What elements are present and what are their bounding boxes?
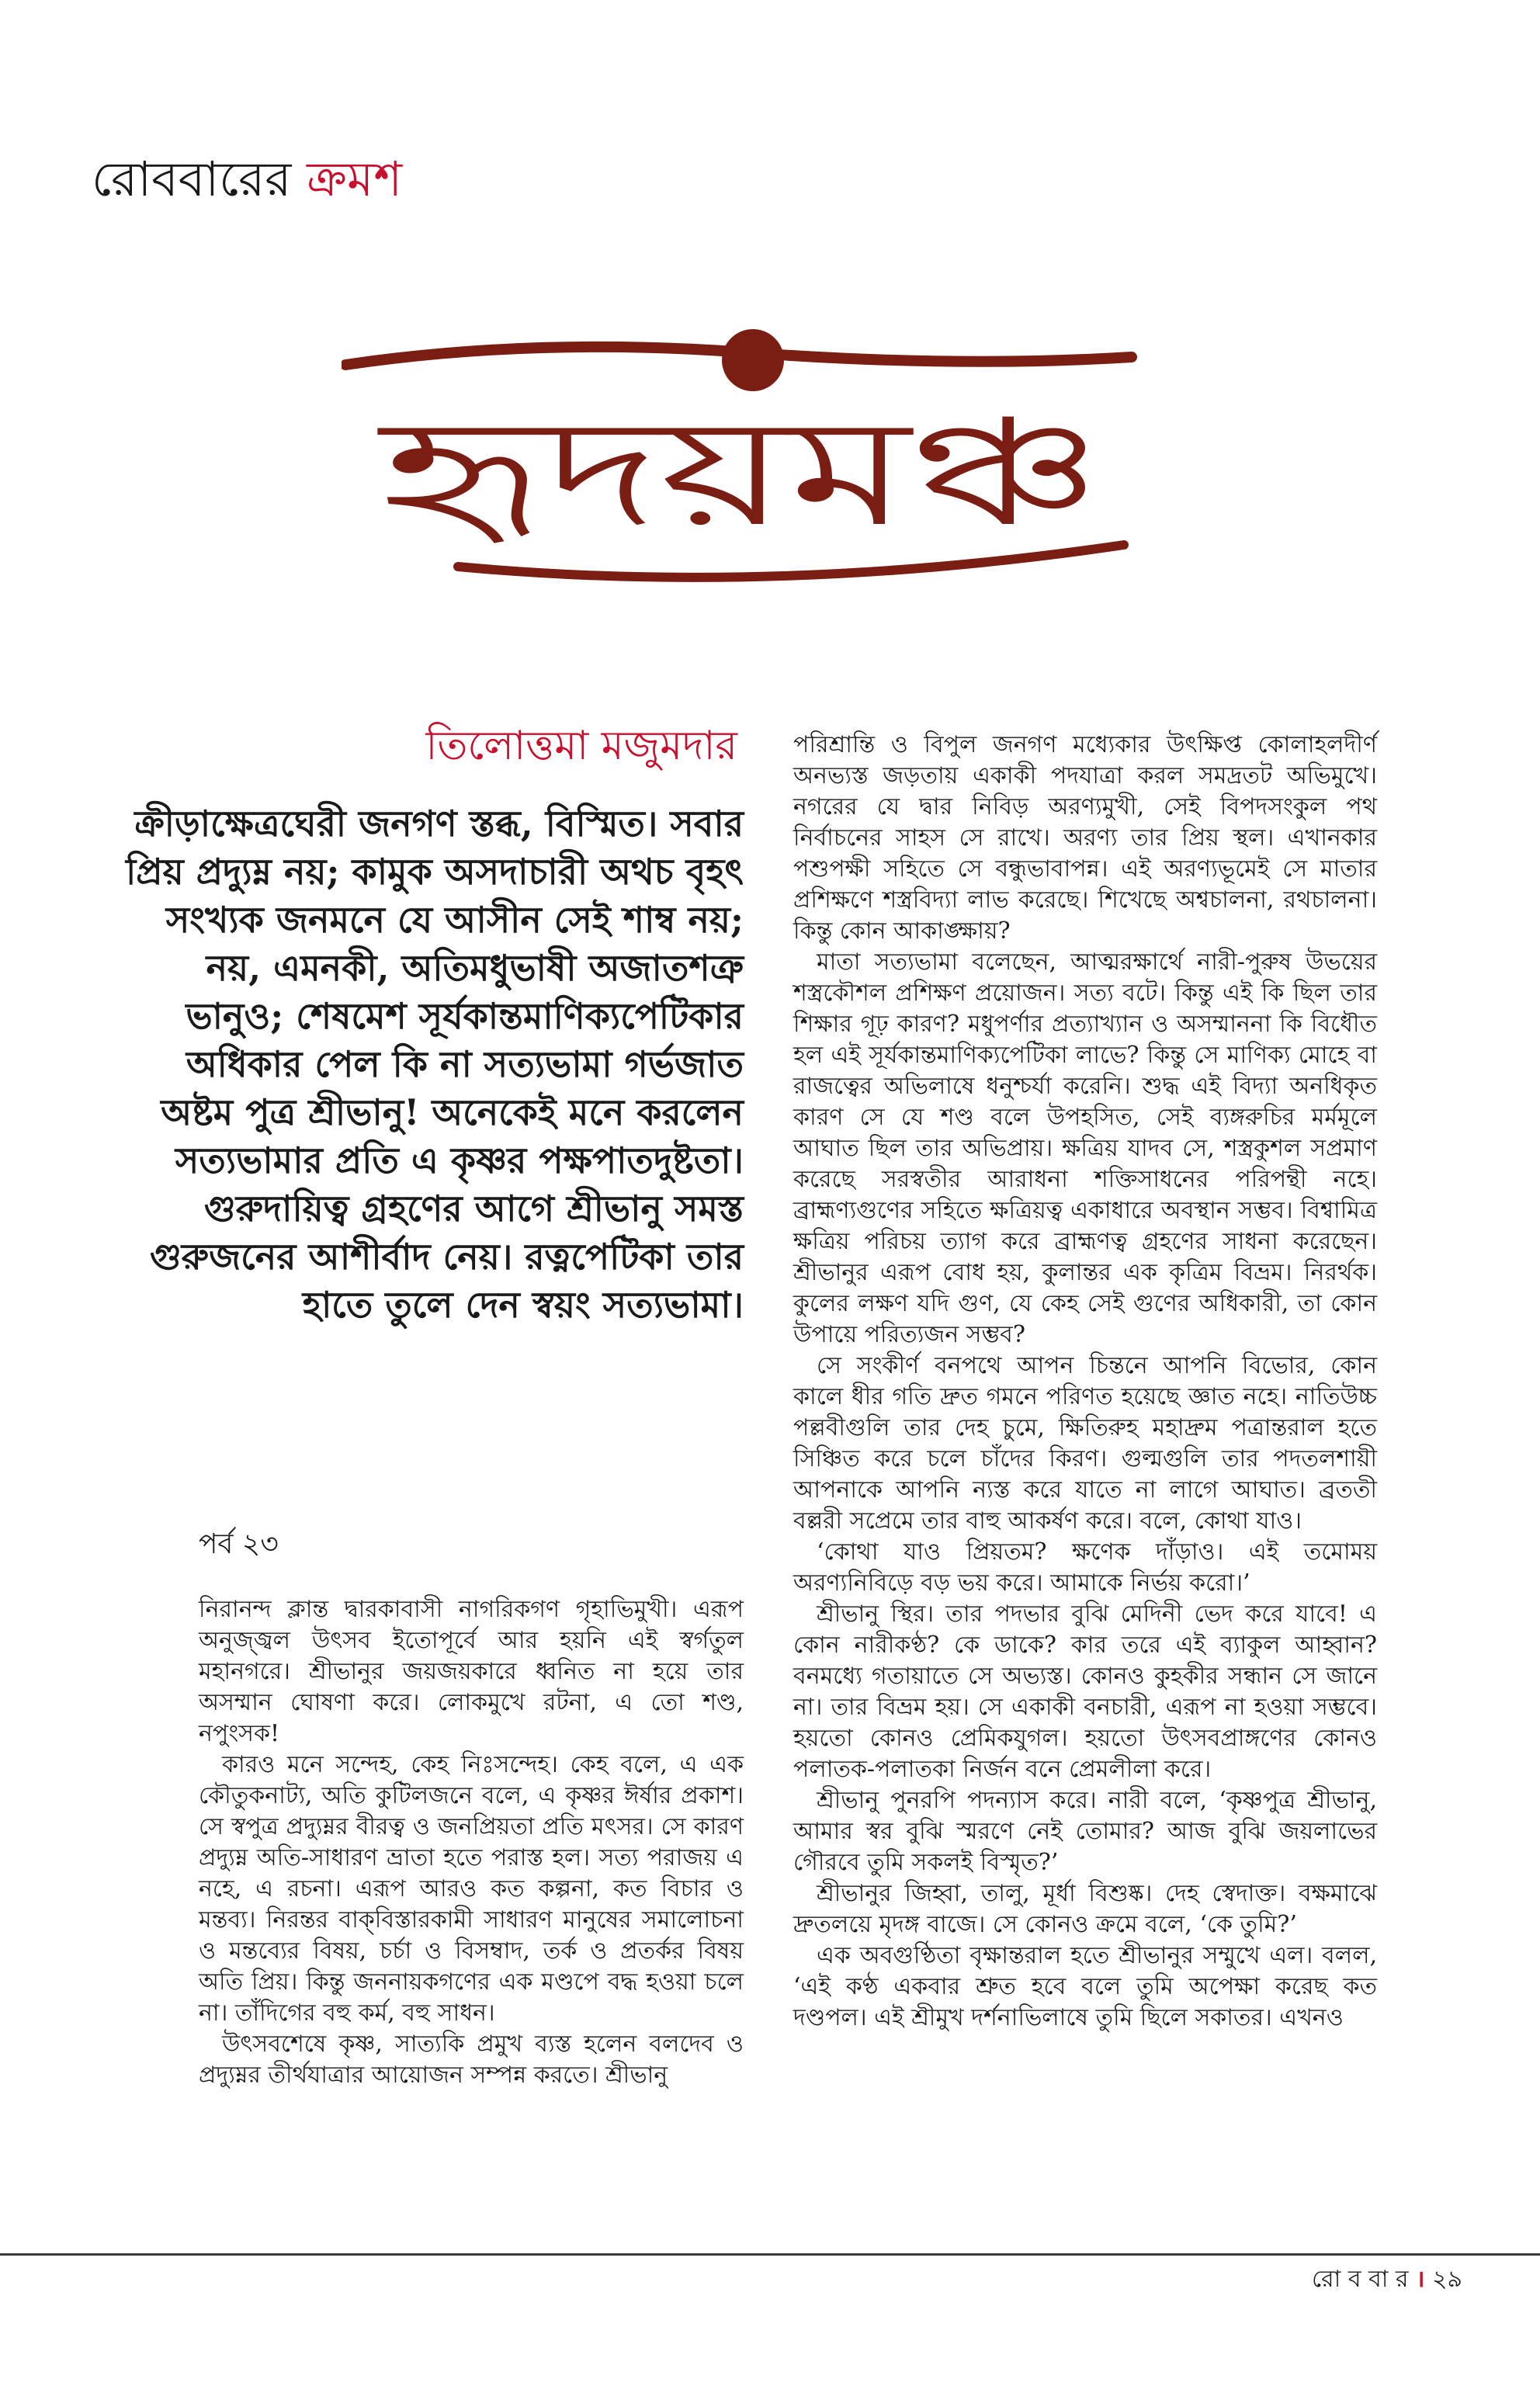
left-paragraph: উৎসবশেষে কৃষ্ণ, সাত্যকি প্রমুখ ব্যস্ত হলেন বলদেব ও প্রদ্যুম্নর তীর্থযাত্রার আয়োজন সম্পন্ন করতে। শ্রীভানু	[199, 2031, 744, 2089]
right-paragraph: পরিশ্রান্তি ও বিপুল জনগণ মধ্যেকার উৎক্ষিপ্ত কোলাহলদীর্ণ অনভ্যস্ত জড়তায় একাকী পদযাত্রা করল সমদ্রতট অভিমুখে। নগরের যে দ্বার নিবিড় অরণ্যমুখী, সেই বিপদসংকুল পথ নির্বাচনের সাহস সে রাখে। অরণ্য তার প্রিয় স্থল। এখানকার পশুপক্ষী সহিতে সে বন্ধুভাবাপন্ন। এই অরণ্যভূমেই সে মাতার প্রশিক্ষণে শস্ত্রবিদ্যা লাভ করেছে। শিখেছে অশ্বচালনা, রথচালনা। কিন্তু কোন আকাঙ্ক্ষায়?	[793, 731, 1377, 945]
footer-magazine-name: রো ব বা র	[1311, 2266, 1409, 2293]
author-name: তিলোত্তমা মজুমদার	[425, 723, 737, 769]
right-paragraph: সে সংকীর্ণ বনপথে আপন চিন্তনে আপনি বিভোর, কোন কালে ধীর গতি দ্রুত গমনে পরিণত হয়েছে জ্ঞাত নহে। নাতিউচ্চ পল্লবীগুলি তার দেহ চুমে, ক্ষিতিরুহ মহাদ্রুম পত্রান্তরাল হতে সিঞ্চিত করে চলে চাঁদের কিরণ। গুল্মগুলি তার পদতলশায়ী আপনাকে আপনি ন্যস্ত করে যাতে না লাগে আঘাত। ব্রততী বল্লরী সপ্রেমে তার বাহু আকর্ষণ করে। বলে, কোথা যাও।	[793, 1352, 1377, 1535]
article-column-left	[199, 1594, 744, 2091]
section-label	[92, 151, 403, 207]
serial-title-logo	[342, 326, 1141, 605]
left-paragraph: কারও মনে সন্দেহ, কেহ নিঃসন্দেহ। কেহ বলে, এ এক কৌতুকনাট্য, অতি কুটিলজনে বলে, এ কৃষ্ণর ঈর্ষার প্রকাশ। সে স্বপুত্র প্রদ্যুম্নর বীরত্ব ও জনপ্রিয়তা প্রতি মৎসর। সে কারণ প্রদ্যুম্ন অতি-সাধারণ ভ্রাতা হতে পরাস্ত হল। সত্য পরাজয় এ নহে, এ রচনা। এরূপ আরও কত কল্পনা, কত বিচার ও মন্তব্য। নিরন্তর বাক্‌বিস্তারকামী সাধারণ মানুষের সমালোচনা ও মন্তব্যের বিষয়, চর্চা ও বিসম্বাদ, তর্ক ও প্রতর্কর বিষয় অতি প্রিয়। কিন্তু জননায়কগণের এক মণ্ডপে বদ্ধ হওয়া চলে না। তাঁদিগের বহু কর্ম, বহু সাধন।	[199, 1751, 744, 2027]
footer-separator: ।	[1416, 2266, 1425, 2293]
right-paragraph: শ্রীভানু পুনরপি পদন্যাস করে। নারী বলে, ‘কৃষ্ণপুত্র শ্রীভানু, আমার স্বর বুঝি স্মরণে নেই তোমার? আজ বুঝি জয়লাভের গৌরবে তুমি সকলই বিস্মৃত?’	[793, 1787, 1377, 1876]
right-paragraph: শ্রীভানু স্থির। তার পদভার বুঝি মেদিনী ভেদ করে যাবে! এ কোন নারীকণ্ঠ? কে ডাকে? কার তরে এই ব্যাকুল আহ্বান? বনমধ্যে গতায়াতে সে অভ্যস্ত। কোনও কুহকীর সন্ধান সে জানে না। তার বিভ্রম হয়। সে একাকী বনচারী, এরূপ না হওয়া সম্ভবে। হয়তো কোনও প্রেমিকযুগল। হয়তো উৎসবপ্রাঙ্গণের কোনও পলাতক-পলাতকা নির্জন বনে প্রেমলীলা করে।	[793, 1601, 1377, 1783]
episode-number: পর্ব ২৩	[199, 1528, 279, 1560]
logo-dot	[722, 329, 784, 391]
page-footer	[1312, 2268, 1462, 2291]
section-label-highlight: ক্রমশ	[307, 151, 403, 207]
logo-title-text: হৃদয়মঞ্চ	[376, 387, 1102, 559]
footer-rule	[0, 2253, 1540, 2256]
section-label-prefix: রোববারের	[92, 151, 292, 207]
left-paragraph: নিরানন্দ ক্লান্ত দ্বারকাবাসী নাগরিকগণ গৃহাভিমুখী। এরূপ অনুজ্জ্বল উৎসব ইতোপূর্বে আর হয়নি এই স্বর্গতুল মহানগরে। শ্রীভানুর জয়জয়কারে ধ্বনিত না হয়ে তার অসম্মান ঘোষণা করে। লোকমুখে রটনা, এ তো শণ্ড, নপুংসক!	[199, 1596, 744, 1747]
right-paragraph: ‘কোথা যাও প্রিয়তম? ক্ষণেক দাঁড়াও। এই তমোময় অরণ্যনিবিড়ে বড় ভয় করে। আমাকে নির্ভয় করো।’	[793, 1538, 1377, 1597]
intro-summary: ক্রীড়াক্ষেত্রঘেরী জনগণ স্তব্ধ, বিস্মিত। সবার প্রিয় প্রদ্যুম্ন নয়; কামুক অসদাচারী অথচ বৃহৎ সংখ্যক জনমনে যে আসীন সেই শাম্ব নয়; নয়, এমনকী, অতিমধুভাষী অজাতশত্রু ভানুও; শেষমেশ সূর্যকান্তমাণিক্যপেটিকার অধিকার পেল কি না সত্যভামা গর্ভজাত অষ্টম পুত্র শ্রীভানু! অনেকেই মনে করলেন সত্যভামার প্রতি এ কৃষ্ণর পক্ষপাতদুষ্টতা। গুরুদায়িত্ব গ্রহণের আগে শ্রীভানু সমস্ত গুরুজনের আশীর্বাদ নেয়। রত্নপেটিকা তার হাতে তুলে দেন স্বয়ং সত্যভামা।	[126, 803, 744, 1326]
right-paragraph: মাতা সত্যভামা বলেছেন, আত্মরক্ষার্থে নারী-পুরুষ উভয়ের শস্ত্রকৌশল প্রশিক্ষণ প্রয়োজন। সত্য বটে। কিন্তু এই কি ছিল তার শিক্ষার গূঢ় কারণ? মধুপর্ণার প্রত্যাখ্যান ও অসম্মাননা কি বিধৌত হল এই সূর্যকান্তমাণিক্যপেটিকা লাভে? কিন্তু সে মাণিক্য মোহে বা রাজত্বের অভিলাষে ধনুশ্চর্যা করেনি। শুদ্ধ এই বিদ্যা অনধিকৃত কারণ সে যে শণ্ড বলে উপহসিত, সেই ব্যঙ্গরুচির মর্মমূলে আঘাত ছিল তার অভিপ্রায়। ক্ষত্রিয় যাদব সে, শস্ত্রকুশল সপ্রমাণ করেছে সরস্বতীর আরাধনা শক্তিসাধনের পরিপন্থী নহে। ব্রাহ্মণ্যগুণের সহিতে ক্ষত্রিয়ত্ব একাধারে অবস্থান সম্ভব। বিশ্বামিত্র ক্ষত্রিয় পরিচয় ত্যাগ করে ব্রাহ্মণত্ব গ্রহণের সাধনা করেছেন। শ্রীভানুর এরূপ বোধ হয়, কুলান্তর এক কৃত্রিম বিভ্রম। নিরর্থক। কুলের লক্ষণ যদি গুণ, যে কেহ সেই গুণের অধিকারী, তা কোন উপায়ে পরিত্যজন সম্ভব?	[793, 949, 1377, 1348]
right-paragraph: শ্রীভানুর জিহ্বা, তালু, মূর্ধা বিশুষ্ক। দেহ স্বেদাক্ত। বক্ষমাঝে দ্রুতলয়ে মৃদঙ্গ বাজে। সে কোনও ক্রমে বলে, ‘কে তুমি?’	[793, 1880, 1377, 1938]
article-column-right	[793, 730, 1377, 2034]
right-paragraph: এক অবগুণ্ঠিতা বৃক্ষান্তরাল হতে শ্রীভানুর সম্মুখে এল। বলল, ‘এই কণ্ঠ একবার শ্রুত হবে বলে তুমি অপেক্ষা করেছ কত দণ্ডপল। এই শ্রীমুখ দর্শনাভিলাষে তুমি ছিলে সকাতর। এখনও	[793, 1942, 1377, 2031]
footer-page-number: ২৯	[1432, 2266, 1462, 2293]
